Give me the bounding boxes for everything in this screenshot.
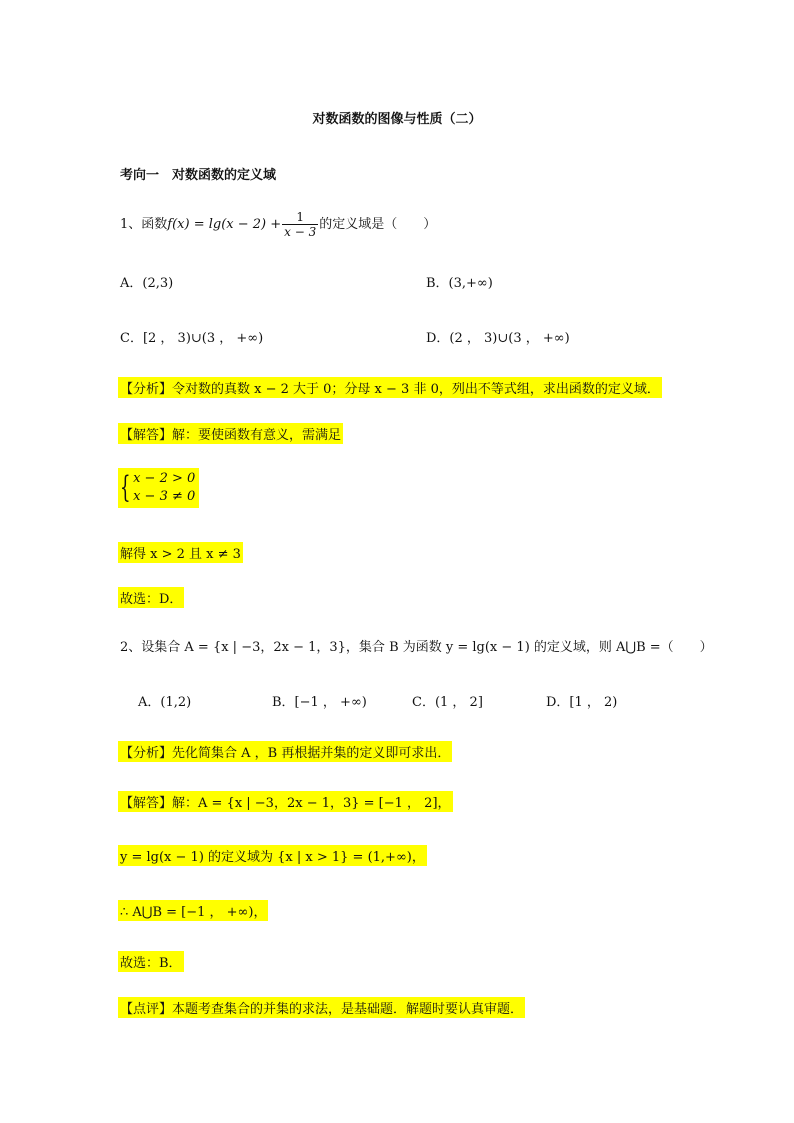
q1-option-c: C．[2 ， 3)∪(3 ， +∞) [120, 331, 264, 346]
q1-system-line-2: x − 3 ≠ 0 [133, 489, 196, 504]
q2-stem: 2、设集合 A = {x | −3，2x − 1，3}，集合 B 为函数 y = lg(x − 1) 的定义域，则 A⋃B =（ ） [120, 640, 713, 655]
q1-analysis: 【分析】令对数的真数 x − 2 大于 0；分母 x − 3 非 0，列出不等式组，求出函数的定义域． [118, 377, 662, 398]
q2-option-b: B．[−1 ， +∞) [272, 695, 367, 710]
q1-fraction-numerator: 1 [282, 210, 318, 225]
q1-solution: 解得 x > 2 且 x ≠ 3 [118, 542, 243, 563]
q2-answer-line-3: ∴ A⋃B = [−1 ， +∞)， [118, 900, 268, 921]
q1-fraction-denominator: x − 3 [284, 225, 317, 239]
q2-analysis: 【分析】先化简集合 A ，B 再根据并集的定义即可求出． [118, 741, 452, 762]
q1-stem [120, 210, 436, 239]
q2-answer-line-2: y = lg(x − 1) 的定义域为 {x | x > 1} = (1,+∞)， [118, 845, 427, 866]
q1-function: f(x) = lg(x − 2) + [167, 217, 282, 232]
q2-choice: 故选：B． [118, 951, 184, 972]
q1-fraction [282, 210, 318, 239]
q2-option-d: D．[1 ， 2) [546, 695, 618, 710]
q1-answer-heading: 【解答】解：要使函数有意义，需满足 [118, 423, 343, 444]
q2-option-c: C．(1 ， 2] [412, 695, 483, 710]
q1-option-b: B．(3,+∞) [426, 276, 493, 291]
brace-icon: { [120, 470, 131, 505]
q1-choice: 故选：D． [118, 587, 184, 608]
q1-option-a: A．(2,3) [120, 276, 174, 291]
q1-system-line-1: x − 2 > 0 [133, 471, 196, 486]
q1-option-d: D．(2 ， 3)∪(3 ， +∞) [426, 331, 570, 346]
q1-inequality-system [118, 468, 199, 508]
section-heading: 考向一 对数函数的定义域 [120, 168, 277, 183]
page-title: 对数函数的图像与性质（二） [312, 112, 482, 127]
q1-number: 1、函数 [120, 217, 168, 232]
q2-option-a: A．(1,2) [138, 695, 192, 710]
q2-comment: 【点评】本题考查集合的并集的求法，是基础题．解题时要认真审题． [118, 997, 525, 1018]
q1-stem-suffix: 的定义域是（ ） [319, 217, 437, 232]
q2-answer-line-1: 【解答】解：A = {x | −3，2x − 1，3} = [−1 ， 2]， [118, 791, 453, 812]
